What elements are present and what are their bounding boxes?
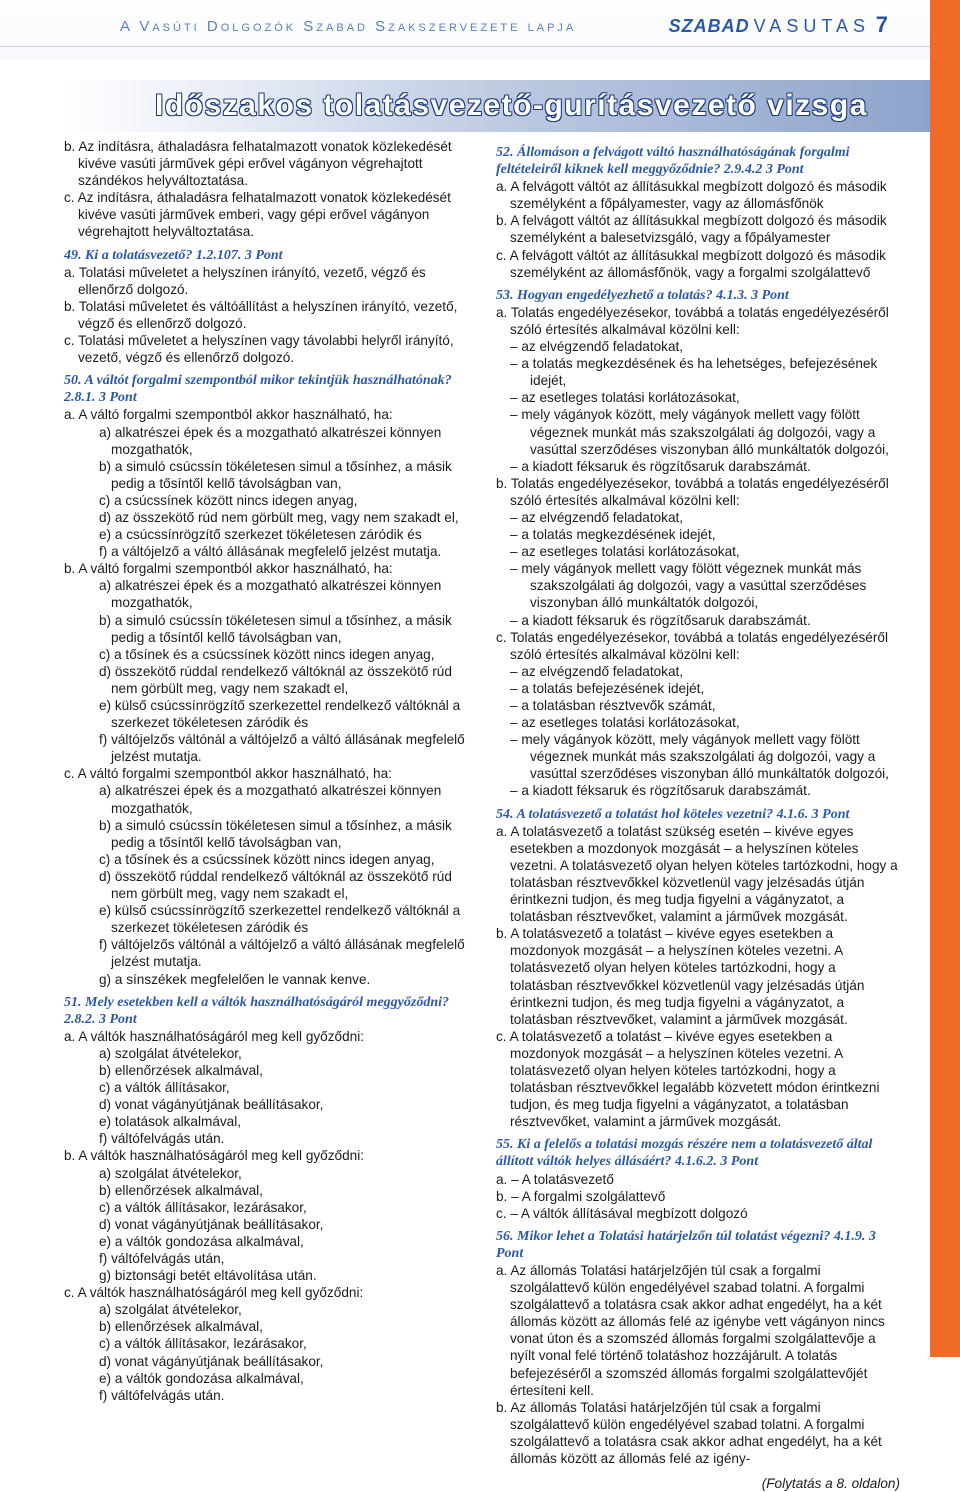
answer-subitem: – mely vágányok között, mely vágányok mellett vagy fölött végeznek munkát más szakszolgálati ág dolgozói, vagy a vasúttal szerződéses viszonyban álló munkáltatók dolgozói,: [510, 407, 889, 457]
answer-subitem: – a kiadott féksaruk és rögzítősaruk darabszámát.: [510, 612, 811, 628]
answer-subitem: g) biztonsági betét eltávolítása után.: [99, 1268, 317, 1284]
answer-subitem: – az elvégzendő feladatokat,: [510, 339, 684, 355]
answer-option: c. A tolatásvezető a tolatást – kivéve egyes esetekben a mozdonyok mozgását – a helyszínen köteles vezetni. A tolatásvezető olyan helyen köteles tartózkodni, hogy a tolatásban résztvevőkkel legalább közvetett módon érintkezni tudjon, és meg tudja figyelni a vágányzatot, a tolatásban résztvevőket, valamint a járművek mozgását.: [496, 1028, 880, 1130]
answer-subitem: – a kiadott féksaruk és rögzítősaruk darabszámát.: [510, 458, 811, 474]
answer-subitem: – a tolatásban résztvevők számát,: [510, 698, 716, 713]
answer-option: c. Tolatási műveletet a helyszínen vagy távolabbi helyről irányító, vezető, végző és ellenőrző dolgozó.: [64, 333, 454, 366]
answer-subitem: c) a váltók állításakor,: [99, 1080, 230, 1096]
answer-subitem: d) vonat vágányútjának beállításakor,: [99, 1216, 324, 1232]
answer-subitem: b) a simuló csúcssín tökéletesen simul a tősínhez, a másik pedig a tősíntől kellő távolságban van,: [99, 612, 452, 645]
answer-subitem: – a kiadott féksaruk és rögzítősaruk darabszámát.: [510, 783, 811, 799]
answer-subitem: – a tolatás megkezdésének és ha lehetséges, befejezésének idejét,: [510, 356, 878, 389]
question-heading: 49. Ki a tolatásvezető? 1.2.107. 3 Pont: [64, 247, 283, 263]
answer-option: a. Tolatási műveletet a helyszínen irányító, vezető, végző és ellenőrző dolgozó.: [64, 264, 426, 297]
answer-subitem: f) váltófelvágás után.: [99, 1387, 225, 1403]
answer-subitem: b) ellenőrzések alkalmával,: [99, 1319, 263, 1335]
answer-subitem: a) alkatrészei épek és a mozgatható alkatrészei könnyen mozgathatók,: [99, 578, 442, 611]
answer-subitem: a) szolgálat átvételekor,: [99, 1165, 242, 1181]
right-column: [496, 138, 900, 1492]
answer-option: a. Az állomás Tolatási határjelzőjén túl csak a forgalmi szolgálattevő külön engedélyével szabad tolatni. A forgalmi szolgálattevő a tolatásra csak akkor adhat engedélyt, ha a két állomás között az állomás felé az igénybe vett vágányon nincs vonat úton és a szomszéd állomás forgalmi szolgálattevője a nyílt vonal felé történő tolatáshoz hozzájárult. A tolatás befejezéséről a szomszéd állomás forgalmi szolgálattevőjét értesíteni kell.: [496, 1263, 885, 1398]
answer-subitem: a) alkatrészei épek és a mozgatható alkatrészei könnyen mozgathatók,: [99, 424, 442, 457]
answer-subitem: – mely vágányok mellett vagy fölött végeznek munkát más szakszolgálati ág dolgozói, vagy a vasúttal szerződéses viszonyban álló munkáltatók dolgozói,: [510, 561, 867, 611]
answer-subitem: – az esetleges tolatási korlátozásokat,: [510, 544, 740, 560]
answer-subitem: – az esetleges tolatási korlátozásokat,: [510, 715, 740, 731]
answer-subitem: f) váltófelvágás után.: [99, 1131, 225, 1147]
question-heading: 50. A váltót forgalmi szempontból mikor tekintjük használhatónak? 2.8.1. 3 Pont: [64, 373, 452, 406]
question-heading: 52. Állomáson a felvágott váltó használhatóságának forgalmi feltételeiről kiknek kell meggyőződnie? 2.9.4.2 3 Pont: [496, 145, 850, 178]
brand-rest: VASUTAS: [753, 16, 870, 36]
answer-subitem: c) a váltók állításakor, lezárásakor,: [99, 1199, 307, 1215]
brand-logo: [669, 16, 870, 37]
answer-option: c. A váltók használhatóságáról meg kell győződni:: [64, 1285, 364, 1301]
answer-option: b. Az indításra, áthaladásra felhatalmazott vonatok közlekedését kivéve vasúti járművek gépi erővel vágányon végrehajtott szándékos helyváltoztatása.: [64, 139, 452, 189]
answer-subitem: b) ellenőrzések alkalmával,: [99, 1182, 263, 1198]
answer-subitem: f) a váltójelző a váltó állásának megfelelő jelzést mutatja.: [99, 544, 442, 560]
answer-subitem: e) külső csúcssínrögzítő szerkezettel rendelkező váltóknál a szerkezet tökéletesen záródik és: [99, 903, 461, 936]
answer-option: c. A váltó forgalmi szempontból akkor használható, ha:: [64, 766, 392, 782]
masthead-rule: [0, 46, 960, 47]
answer-option: b. – A forgalmi szolgálattevő: [496, 1188, 666, 1204]
answer-subitem: d) az összekötő rúd nem görbült meg, vagy nem szakadt el,: [99, 509, 459, 525]
answer-subitem: d) összekötő rúddal rendelkező váltóknál az összekötő rúd nem görbült meg, vagy nem szakadt el,: [99, 663, 452, 696]
answer-subitem: e) külső csúcssínrögzítő szerkezettel rendelkező váltóknál a szerkezet tökéletesen záródik és: [99, 698, 461, 731]
answer-subitem: g) a sínszékek megfelelően le vannak kenve.: [99, 971, 371, 987]
left-column: [64, 138, 468, 1404]
continued-note: (Folytatás a 8. oldalon): [761, 1476, 900, 1492]
answer-subitem: c) a tősínek és a csúcssínek között nincs idegen anyag,: [99, 851, 435, 867]
answer-subitem: – a tolatás befejezésének idejét,: [510, 680, 705, 696]
answer-option: a. A váltók használhatóságáról meg kell győződni:: [64, 1028, 365, 1044]
answer-subitem: c) a váltók állításakor, lezárásakor,: [99, 1336, 307, 1352]
answer-subitem: – az elvégzendő feladatokat,: [510, 663, 684, 679]
answer-subitem: – az elvégzendő feladatokat,: [510, 509, 684, 525]
question-heading: 53. Hogyan engedélyezhető a tolatás? 4.1.3. 3 Pont: [496, 287, 789, 303]
answer-option: c. Tolatás engedélyezésekor, továbbá a tolatás engedélyezéséről szóló értesítés alkalmával közölni kell:: [496, 629, 888, 662]
answer-subitem: – a tolatás megkezdésének idejét,: [510, 527, 716, 543]
answer-option: b. Tolatási műveletet és váltóállítást a helyszínen irányító, vezető, végző és ellenőrző dolgozó.: [64, 298, 458, 331]
page-number: 7: [875, 12, 888, 37]
answer-option: c. – A váltók állításával megbízott dolgozó: [496, 1205, 748, 1221]
answer-option: b. Tolatás engedélyezésekor, továbbá a tolatás engedélyezéséről szóló értesítés alkalmával közölni kell:: [496, 475, 889, 508]
answer-subitem: e) a váltók gondozása alkalmával,: [99, 1370, 304, 1386]
answer-subitem: f) váltójelzős váltónál a váltójelző a váltó állásának megfelelő jelzést mutatja.: [99, 732, 465, 765]
answer-subitem: d) vonat vágányútjának beállításakor,: [99, 1097, 324, 1113]
answer-subitem: e) a váltók gondozása alkalmával,: [99, 1233, 304, 1249]
answer-subitem: – az esetleges tolatási korlátozásokat,: [510, 390, 740, 406]
answer-subitem: b) ellenőrzések alkalmával,: [99, 1062, 263, 1078]
answer-subitem: b) a simuló csúcssín tökéletesen simul a tősínhez, a másik pedig a tősíntől kellő távolságban van,: [99, 458, 452, 491]
answer-subitem: e) tolatások alkalmával,: [99, 1114, 242, 1130]
answer-subitem: e) a csúcssínrögzítő szerkezet tökéletesen záródik és: [99, 527, 422, 543]
answer-option: a. A váltó forgalmi szempontból akkor használható, ha:: [64, 407, 393, 423]
answer-subitem: – mely vágányok között, mely vágányok mellett vagy fölött végeznek munkát más szakszolgálati ág dolgozói, vagy a vasúttal szerződéses viszonyban álló munkáltatók dolgozói,: [510, 732, 889, 782]
answer-option: b. Az állomás Tolatási határjelzőjén túl csak a forgalmi szolgálattevő külön engedélyével szabad tolatni. A forgalmi szolgálattevő a tolatásra csak akkor adhat engedélyt, ha a két állomás között az állomás felé az igény-: [496, 1399, 882, 1467]
answer-subitem: f) váltójelzős váltónál a váltójelző a váltó állásának megfelelő jelzést mutatja.: [99, 937, 465, 970]
answer-subitem: a) szolgálat átvételekor,: [99, 1302, 242, 1318]
answer-subitem: f) váltófelvágás után,: [99, 1251, 225, 1266]
answer-subitem: b) a simuló csúcssín tökéletesen simul a tősínhez, a másik pedig a tősíntől kellő távolságban van,: [99, 817, 452, 850]
question-heading: 55. Ki a felelős a tolatási mozgás részére nem a tolatásvezető által állított váltók helyes állásáért? 4.1.6.2. 3 Pont: [496, 1137, 873, 1170]
answer-option: a. A tolatásvezető a tolatást szükség esetén – kivéve egyes esetekben a mozdonyok mozgását – a helyszínen köteles vezetni. A tolatásvezető olyan helyen köteles tartózkodni, hogy a tolatásban résztvevőkkel közvetlenül vagy jelzésadás útján érintkezni tudjon, és meg tudja figyelni a vágányzatot, a tolatásban résztvevőket, valamint a járművek mozgását.: [496, 823, 898, 925]
brand-bold: SZABAD: [668, 16, 750, 36]
answer-option: a. – A tolatásvezető: [496, 1171, 614, 1187]
answer-option: b. A váltó forgalmi szempontból akkor használható, ha:: [64, 561, 393, 577]
answer-option: b. A váltók használhatóságáról meg kell győződni:: [64, 1148, 365, 1164]
answer-option: a. Tolatás engedélyezésekor, továbbá a tolatás engedélyezéséről szóló értesítés alkalmával közölni kell:: [496, 304, 889, 337]
answer-option: c. A felvágott váltót az állításukkal megbízott dolgozó és második személyként az állomásfőnök, vagy a forgalmi szolgálattevő: [496, 247, 886, 280]
question-heading: 56. Mikor lehet a Tolatási határjelzőn túl tolatást végezni? 4.1.9. 3 Pont: [496, 1228, 876, 1261]
question-heading: 54. A tolatásvezető a tolatást hol köteles vezetni? 4.1.6. 3 Pont: [496, 806, 850, 822]
page-title: Időszakos tolatásvezető-gurításvezető vizsga: [155, 89, 868, 122]
answer-option: c. Az indításra, áthaladásra felhatalmazott vonatok közlekedését kivéve vasúti járművek emberi, vagy gépi erővel vágányon végrehajtott helyváltoztatása.: [64, 190, 451, 240]
answer-subitem: a) szolgálat átvételekor,: [99, 1045, 242, 1061]
answer-option: b. A felvágott váltót az állításukkal megbízott dolgozó és második személyként a balesetvizsgáló, vagy a főpályamester: [496, 213, 887, 246]
answer-option: b. A tolatásvezető a tolatást – kivéve egyes esetekben a mozdonyok mozgását – a helyszínen köteles vezetni. A tolatásvezető olyan helyen köteles tartózkodni, hogy a tolatásban résztvevőkkel közvetlenül vagy jelzésadás útján érintkezni tudjon, és meg tudja figyelni a vágányzatot, a tolatásban résztvevőket, valamint a járművek mozgását.: [496, 926, 865, 1027]
answer-subitem: d) vonat vágányútjának beállításakor,: [99, 1353, 324, 1369]
orange-accent-stripe: [930, 0, 960, 1357]
masthead-title: A Vasúti Dolgozók Szabad Szakszervezete lapja: [120, 18, 577, 35]
answer-subitem: c) a tősínek és a csúcssínek között nincs idegen anyag,: [99, 646, 435, 662]
answer-subitem: d) összekötő rúddal rendelkező váltóknál az összekötő rúd nem görbült meg, vagy nem szakadt el,: [99, 868, 452, 902]
answer-option: a. A felvágott váltót az állításukkal megbízott dolgozó és második személyként a főpályamester, vagy az állomásfőnök: [496, 179, 887, 212]
answer-subitem: c) a csúcssínek között nincs idegen anyag,: [99, 492, 358, 508]
answer-subitem: a) alkatrészei épek és a mozgatható alkatrészei könnyen mozgathatók,: [99, 783, 442, 816]
question-heading: 51. Mely esetekben kell a váltók használhatóságáról meggyőződni? 2.8.2. 3 Pont: [64, 994, 449, 1027]
